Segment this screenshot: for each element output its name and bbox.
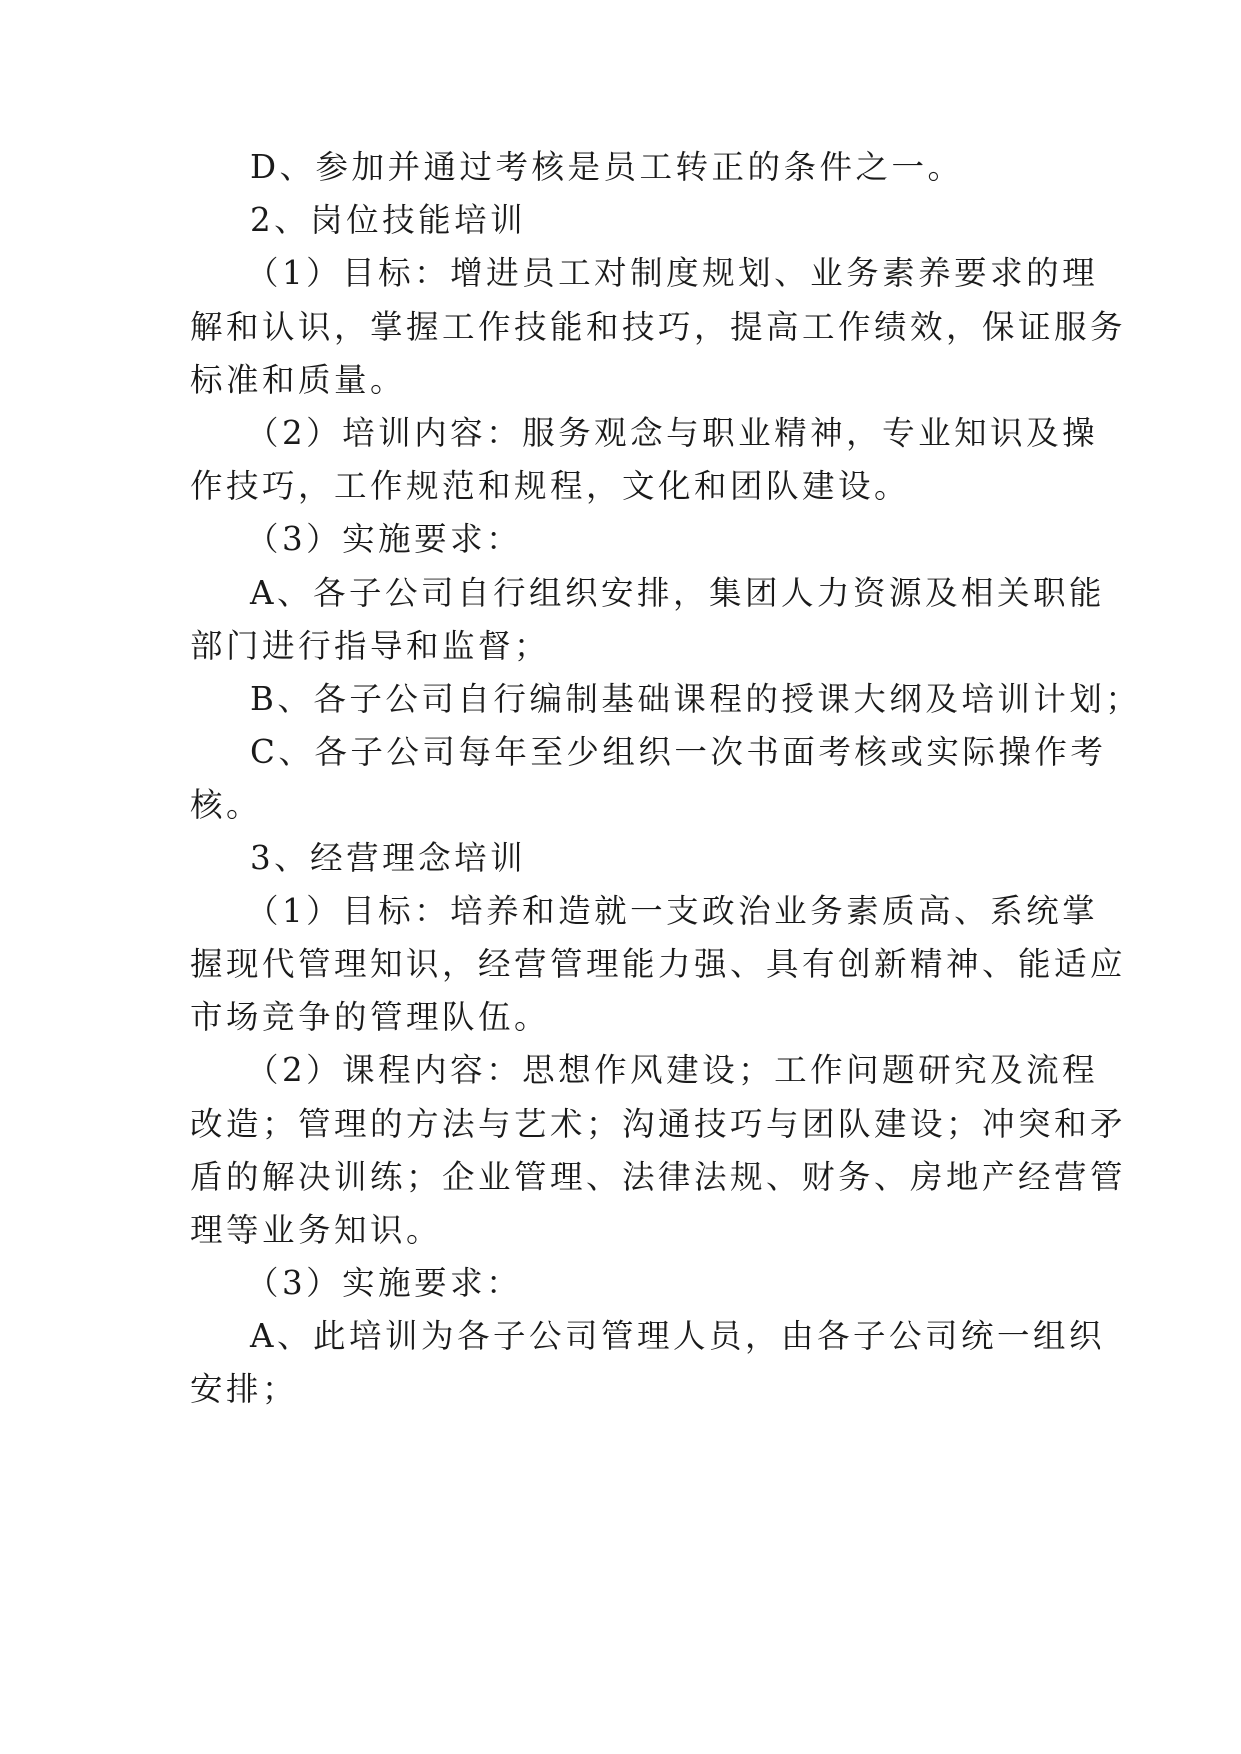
text-line: 盾的解决训练；企业管理、法律法规、财务、房地产经营管 (190, 1158, 1127, 1196)
text-line: B、各子公司自行编制基础课程的授课大纲及培训计划； (250, 680, 1142, 718)
text-line: （1）目标：培养和造就一支政治业务素质高、系统掌 (246, 892, 1099, 930)
section-heading: 2、岗位技能培训 (250, 201, 527, 239)
text-line: 部门进行指导和监督； (190, 627, 551, 665)
text-line: 安排； (190, 1370, 299, 1408)
text-line: 改造；管理的方法与艺术；沟通技巧与团队建设；冲突和矛 (190, 1105, 1127, 1143)
text-line: （2）培训内容：服务观念与职业精神，专业知识及操 (246, 414, 1099, 452)
text-line: A、各子公司自行组织安排，集团人力资源及相关职能 (250, 574, 1105, 612)
text-line: 标准和质量。 (190, 361, 407, 399)
text-line: D、参加并通过考核是员工转正的条件之一。 (250, 148, 964, 186)
text-line: 解和认识，掌握工作技能和技巧，提高工作绩效，保证服务 (190, 308, 1127, 346)
text-line: C、各子公司每年至少组织一次书面考核或实际操作考 (250, 733, 1107, 771)
section-heading: 3、经营理念培训 (250, 839, 527, 877)
text-line: 握现代管理知识，经营管理能力强、具有创新精神、能适应 (190, 945, 1127, 983)
text-line: 作技巧，工作规范和规程，文化和团队建设。 (190, 467, 911, 505)
text-line: （3）实施要求： (246, 1264, 523, 1302)
text-line: 理等业务知识。 (190, 1211, 443, 1249)
text-line: 核。 (190, 786, 263, 824)
text-line: （2）课程内容：思想作风建设；工作问题研究及流程 (246, 1051, 1099, 1089)
text-line: A、此培训为各子公司管理人员，由各子公司统一组织 (250, 1317, 1105, 1355)
text-line: （3）实施要求： (246, 520, 523, 558)
text-line: （1）目标：增进员工对制度规划、业务素养要求的理 (246, 254, 1099, 292)
text-line: 市场竞争的管理队伍。 (190, 998, 551, 1036)
